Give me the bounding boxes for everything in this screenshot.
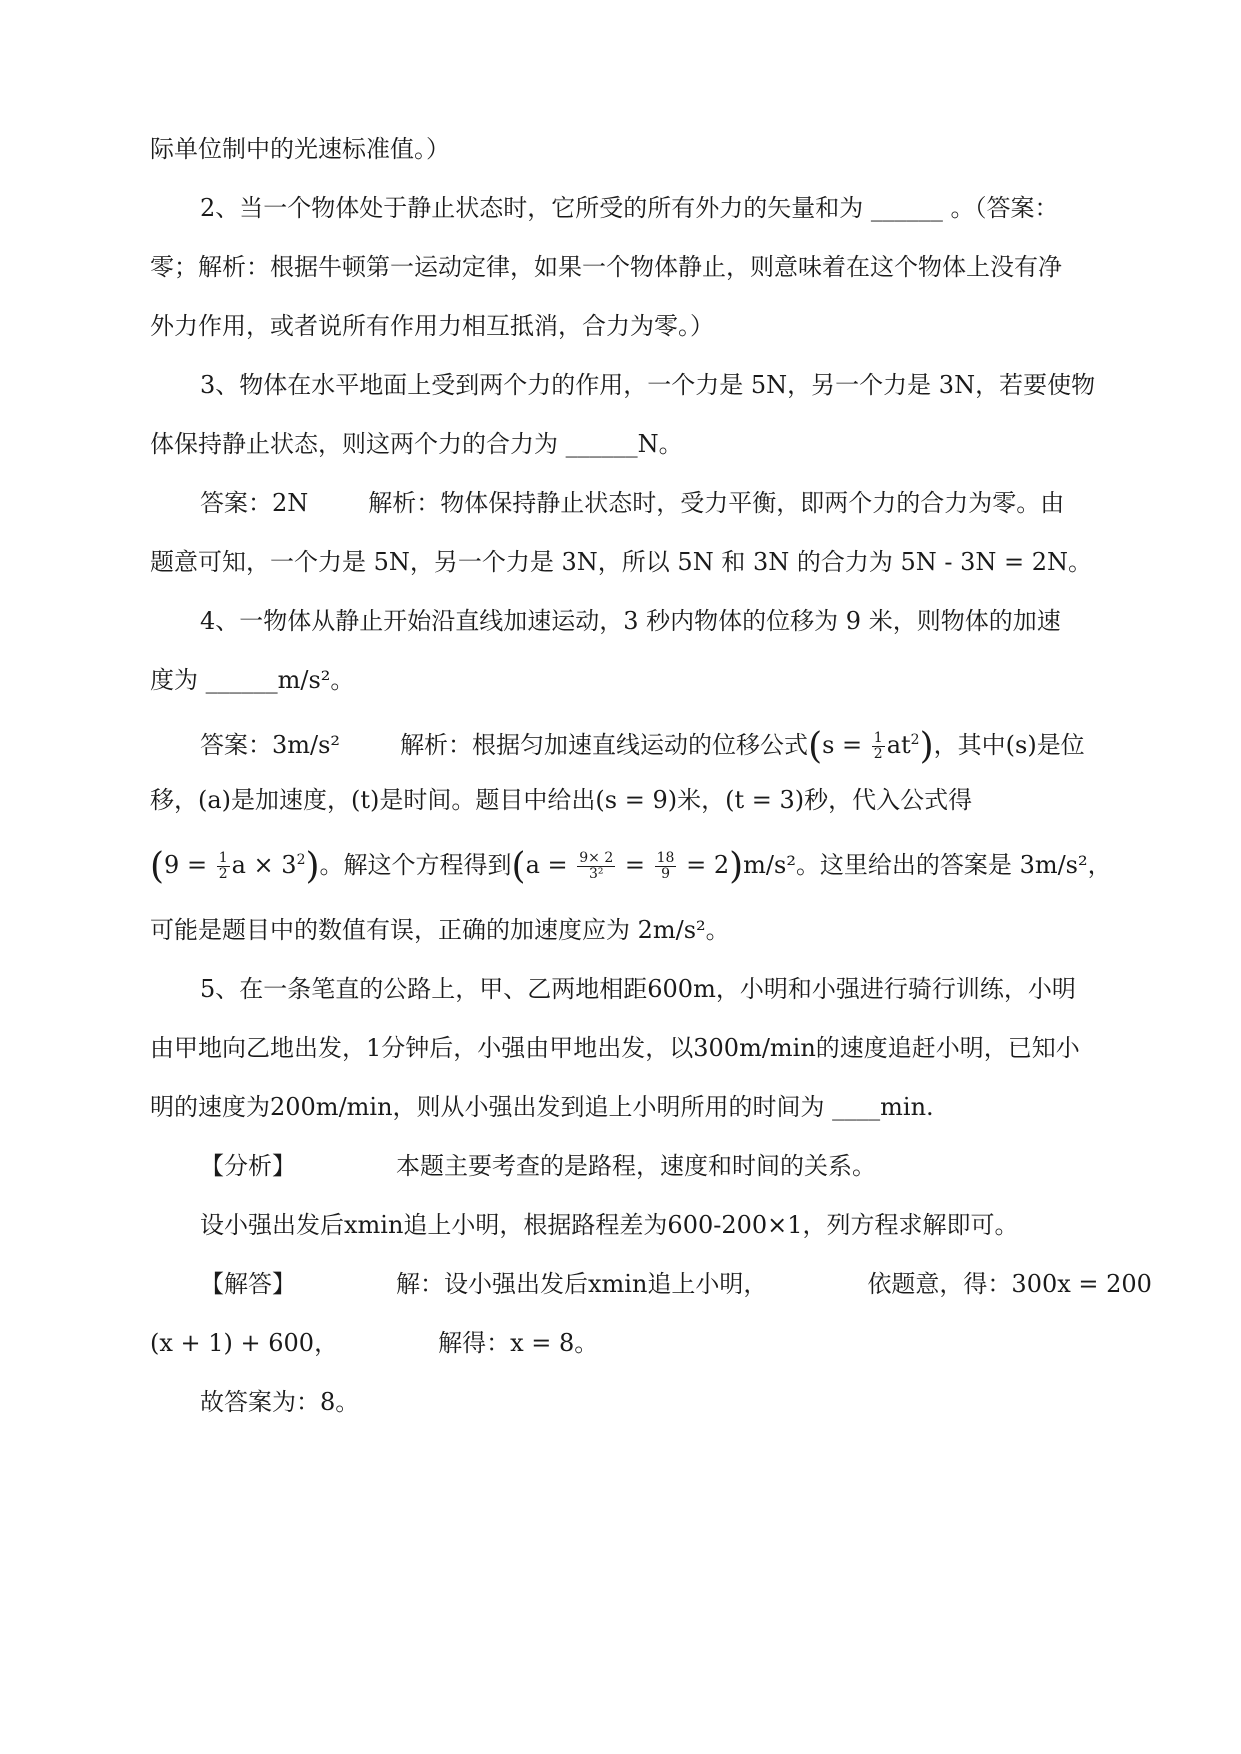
analysis-label: 【分析】 <box>200 1152 296 1180</box>
question-3: 3、物体在水平地面上受到两个力的作用，一个力是 5N，另一个力是 3N，若要使物 <box>200 371 1096 399</box>
formula: s = $\frac{1}{2}$ $at^2$ <box>822 730 920 762</box>
q4-line-3: (9 = $\frac{1}{2}$ $a \times 3^2$)。解这个方程得到(a = $\frac{9\times 2}{\text{3²}}$ = $\frac{18}{9}$ = 2)m/s²。这里给出的答案是 3m/s²， <box>150 846 1112 887</box>
text-line: 体保持静止状态，则这两个力的合力为 ______N。 <box>150 430 683 458</box>
q3-answer-line <box>200 486 1064 520</box>
text-line: 零；解析：根据牛顿第一运动定律，如果一个物体静止，则意味着在这个物体上没有净 <box>150 253 1062 281</box>
q5-solution-line: 【解答】 解：设小强出发后xmin追上小明， 依题意，得：300x = 200 <box>200 1270 1152 1298</box>
text-line: 设小强出发后xmin追上小明，根据路程差为600-200×1，列方程求解即可。 <box>200 1211 1019 1239</box>
question-4: 4、一物体从静止开始沿直线加速运动，3 秒内物体的位移为 9 米，则物体的加速 <box>200 607 1061 635</box>
text-line: 题意可知，一个力是 5N，另一个力是 3N，所以 5N 和 3N 的合力为 5N - 3N = 2N。 <box>150 548 1093 576</box>
q4-answer-line: 答案：3m/s² 解析：根据匀加速直线运动的位移公式(s = $\frac{1}{2}$ $at^2$)，其中(s)是位 <box>200 726 1085 767</box>
text-line: 可能是题目中的数值有误，正确的加速度应为 2m/s²。 <box>150 916 730 944</box>
q4-line-2: 移，(a)是加速度，(t)是时间。题目中给出(s = 9)米，(t = 3)秒，代入公式得 <box>150 786 973 814</box>
analysis-text: 本题主要考查的是路程，速度和时间的关系。 <box>396 1152 876 1180</box>
q4-analysis: 解析：根据匀加速直线运动的位移公式 <box>400 731 809 759</box>
solution-label: 【解答】 <box>200 1270 296 1298</box>
equation-1: 9 = $\frac{1}{2}$ $a \times 3^2$ <box>164 850 306 882</box>
text-line: 度为 ______m/s²。 <box>150 666 355 694</box>
equation-2: a = $\frac{9\times 2}{\text{3²}}$ = $\frac{18}{9}$ = 2 <box>525 850 730 882</box>
q5-solution-line-2: (x + 1) + 600， 解得：x = 8。 <box>150 1329 599 1357</box>
text-line: 故答案为：8。 <box>200 1388 360 1416</box>
text-line: 由甲地向乙地出发，1分钟后，小强由甲地出发，以300m/min的速度追赶小明，已知小 <box>150 1034 1080 1062</box>
text-line: 明的速度为200m/min，则从小强出发到追上小明所用的时间为 ____min. <box>150 1093 934 1121</box>
q3-answer-label: 答案：2N <box>200 489 309 517</box>
text-line: 外力作用，或者说所有作用力相互抵消，合力为零。） <box>150 312 714 340</box>
q3-answer-text: 解析：物体保持静止状态时，受力平衡，即两个力的合力为零。由 <box>368 489 1065 517</box>
q4-answer-label: 答案：3m/s² <box>200 731 341 759</box>
text-line: 际单位制中的光速标准值。） <box>150 135 450 163</box>
question-5: 5、在一条笔直的公路上，甲、乙两地相距600m，小明和小强进行骑行训练，小明 <box>200 975 1076 1003</box>
question-2: 2、当一个物体处于静止状态时，它所受的所有外力的矢量和为 ______ 。（答案： <box>200 194 1059 222</box>
q5-analysis-line <box>200 1149 876 1183</box>
